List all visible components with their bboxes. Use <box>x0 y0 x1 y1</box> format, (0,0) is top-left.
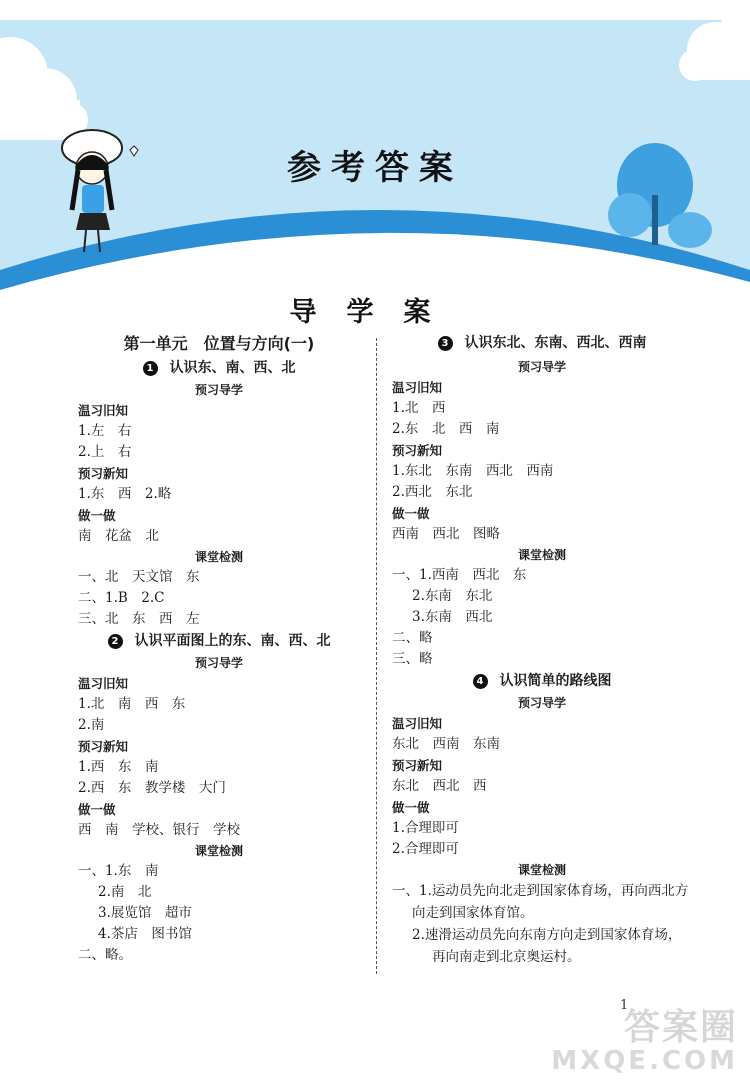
answer-line: 一、1.运动员先向北走到国家体育场，再向西北方向走到国家体育馆。 <box>392 883 689 921</box>
lesson-2-title: 2 认识平面图上的东、南、西、北 <box>78 630 360 653</box>
lesson-number-icon: 4 <box>473 674 488 689</box>
answer-line: 一、1.西南 西北 东 <box>392 567 527 583</box>
new-heading: 预习新知 <box>392 758 443 773</box>
preview-label: 预习导学 <box>517 360 566 374</box>
do-heading: 做一做 <box>78 802 116 817</box>
watermark-url: MXQE.COM <box>551 1046 738 1076</box>
review-heading: 温习旧知 <box>392 380 443 395</box>
test-heading: 课堂检测 <box>517 548 566 562</box>
answer-line: 南 花盆 北 <box>78 528 159 544</box>
page-number: 1 <box>620 998 629 1013</box>
lesson-number-icon: 1 <box>143 361 158 376</box>
preview-label: 预习导学 <box>194 656 243 670</box>
lesson-number-icon: 3 <box>438 336 453 351</box>
answer-line: 1.北 西 <box>392 400 446 416</box>
left-column <box>78 330 360 966</box>
unit-title: 第一单元 位置与方向(一) <box>123 334 315 353</box>
watermark <box>551 999 738 1076</box>
review-heading: 温习旧知 <box>78 676 129 691</box>
answer-line: 1.西 东 南 <box>78 759 159 775</box>
column-divider <box>376 338 377 974</box>
answer-line: 1.东 西 2.略 <box>78 486 172 502</box>
preview-label: 预习导学 <box>194 383 243 397</box>
answer-line: 三、略 <box>392 651 433 667</box>
answer-line: 1.东北 东南 西北 西南 <box>392 463 554 479</box>
answer-line: 东北 西北 西 <box>392 778 487 794</box>
answer-line: 二、略 <box>392 630 433 646</box>
answer-line: 1.左 右 <box>78 423 132 439</box>
answer-line: 2.西北 东北 <box>392 484 473 500</box>
answer-line: 二、略。 <box>78 947 132 963</box>
answer-line: 1.北 南 西 东 <box>78 696 186 712</box>
answer-line: 2.东 北 西 南 <box>392 421 500 437</box>
answer-line: 2.南 北 <box>98 884 152 900</box>
new-heading: 预习新知 <box>78 739 129 754</box>
do-heading: 做一做 <box>392 800 430 815</box>
lesson-number-icon: 2 <box>108 634 123 649</box>
answer-line: 2.合理即可 <box>392 841 459 857</box>
answer-line: 一、北 天文馆 东 <box>78 569 200 585</box>
answer-line: 一、1.东 南 <box>78 863 159 879</box>
right-column <box>392 330 692 968</box>
answer-line: 3.展览馆 超市 <box>98 905 192 921</box>
test-heading: 课堂检测 <box>194 844 243 858</box>
do-heading: 做一做 <box>78 508 116 523</box>
answer-line: 西 南 学校、银行 学校 <box>78 822 240 838</box>
new-heading: 预习新知 <box>392 443 443 458</box>
watermark-logo: 答案圈 <box>623 1007 738 1048</box>
answer-line: 2.上 右 <box>78 444 132 460</box>
lesson-4-title: 4 认识简单的路线图 <box>392 670 692 693</box>
answer-line: 3.东南 西北 <box>412 609 493 625</box>
answer-line: 1.合理即可 <box>392 820 459 836</box>
test-heading: 课堂检测 <box>517 863 566 877</box>
section-title: 导学案 <box>289 297 461 328</box>
answer-line: 2.西 东 教学楼 大门 <box>78 780 226 796</box>
answer-line: 二、1.B 2.C <box>78 590 165 606</box>
answer-line: 西南 西北 图略 <box>392 526 500 542</box>
answer-line: 2.东南 东北 <box>412 588 493 604</box>
new-heading: 预习新知 <box>78 466 129 481</box>
answer-line: 三、北 东 西 左 <box>78 611 200 627</box>
answer-line: 2.南 <box>78 717 105 733</box>
answer-line: 2.速滑运动员先向东南方向走到国家体育场，再向南走到北京奥运村。 <box>412 927 682 965</box>
lesson-3-title: 3 认识东北、东南、西北、西南 <box>392 330 692 357</box>
review-heading: 温习旧知 <box>392 716 443 731</box>
preview-label: 预习导学 <box>517 696 566 710</box>
answer-line: 4.茶店 图书馆 <box>98 926 192 942</box>
answer-line: 东北 西南 东南 <box>392 736 500 752</box>
lesson-1-title: 1 认识东、南、西、北 <box>78 357 360 380</box>
test-heading: 课堂检测 <box>194 550 243 564</box>
main-title: 参考答案 <box>287 148 463 188</box>
do-heading: 做一做 <box>392 506 430 521</box>
review-heading: 温习旧知 <box>78 403 129 418</box>
